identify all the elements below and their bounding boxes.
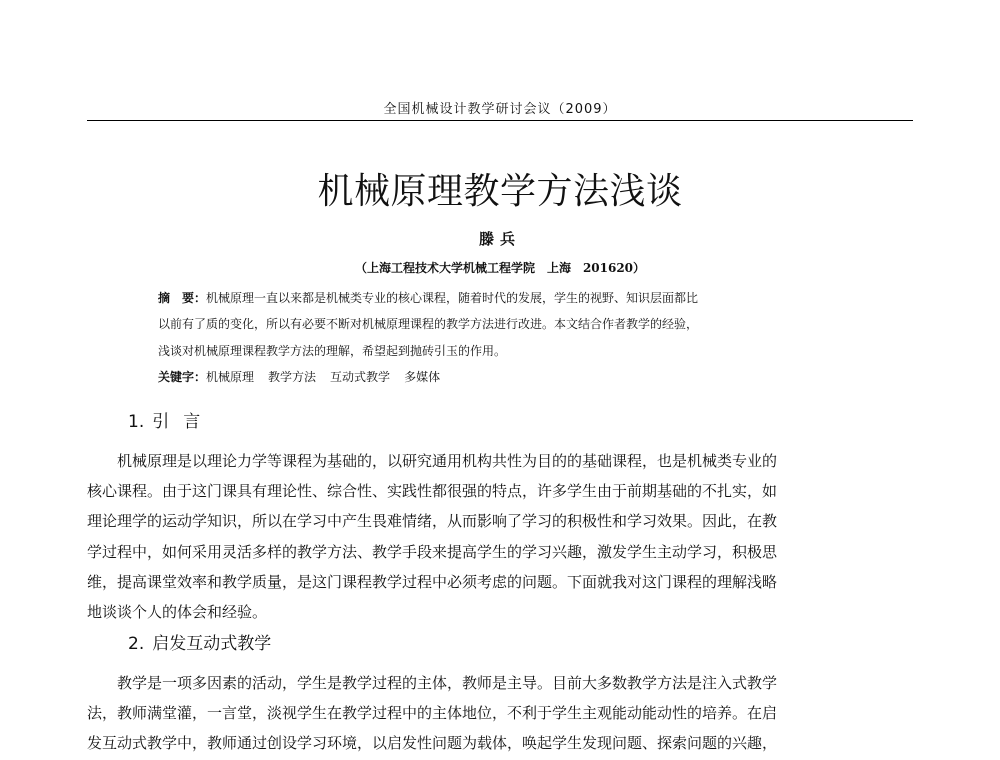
keyword: 机械原理 — [206, 370, 255, 385]
keywords-row — [158, 364, 858, 390]
section-title: 引言 — [152, 412, 215, 432]
body-line: 理论理学的运动学知识，所以在学习中产生畏难情绪，从而影响了学习的积极性和学习效果。因此，在教 — [87, 512, 778, 531]
section-heading-1 — [128, 407, 214, 432]
section-number: 1. — [128, 412, 145, 432]
keywords-label: 关键字： — [158, 370, 207, 385]
abstract-label: 摘 要： — [158, 291, 207, 305]
keyword: 教学方法 — [268, 370, 317, 385]
abstract-line — [158, 285, 858, 311]
section-heading-2 — [128, 629, 271, 654]
abstract-line — [158, 338, 858, 364]
section-title: 启发互动式教学 — [152, 634, 272, 654]
body-line: 维，提高课堂效率和教学质量，是这门课程教学过程中必须考虑的问题。下面就我对这门课程的理解浅略 — [87, 572, 778, 591]
section-number: 2. — [128, 634, 145, 654]
abstract-text: 机械原理一直以来都是机械类专业的核心课程，随着时代的发展，学生的视野、知识层面都比 — [206, 291, 699, 305]
body-line: 学过程中，如何采用灵活多样的教学方法、教学手段来提高学生的学习兴趣，激发学生主动学习，积极思 — [87, 542, 778, 561]
body-line: 教学是一项多因素的活动，学生是教学过程的主体，教师是主导。目前大多数教学方法是注入式教学 — [117, 674, 778, 692]
abstract-text: 浅谈对机械原理课程教学方法的理解，希望起到抛砖引玉的作用。 — [158, 343, 507, 358]
author-affiliation: （上海工程技术大学机械工程学院 上海 201620） — [354, 261, 646, 275]
body-line: 核心课程。由于这门课具有理论性、综合性、实践性都很强的特点，许多学生由于前期基础的不扎实，如 — [87, 482, 778, 501]
abstract-line — [158, 311, 858, 337]
paper-title: 机械原理教学方法浅谈 — [317, 171, 683, 212]
header-rule — [87, 120, 913, 121]
body-line: 发互动式教学中，教师通过创设学习环境，以启发性问题为载体，唤起学生发现问题、探索问题的兴趣， — [87, 734, 778, 753]
section-1-paragraph — [87, 446, 913, 627]
keyword: 多媒体 — [404, 370, 441, 385]
body-line: 地谈谈个人的体会和经验。 — [87, 603, 268, 622]
body-line: 机械原理是以理论力学等课程为基础的，以研究通用机构共性为目的的基础课程，也是机械类专业的 — [117, 452, 778, 470]
body-line: 法，教师满堂灌，一言堂，淡视学生在教学过程中的主体地位，不利于学生主观能动能动性的培养。在启 — [87, 704, 778, 723]
abstract-text: 以前有了质的变化，所以有必要不断对机械原理课程的教学方法进行改进。本文结合作者教学的经验， — [158, 317, 699, 332]
section-2-paragraph — [87, 668, 913, 759]
keyword: 互动式教学 — [330, 370, 391, 385]
abstract-block — [158, 285, 858, 391]
running-header: 全国机械设计教学研讨会议（2009） — [383, 102, 617, 117]
author-name: 滕兵 — [478, 230, 521, 248]
